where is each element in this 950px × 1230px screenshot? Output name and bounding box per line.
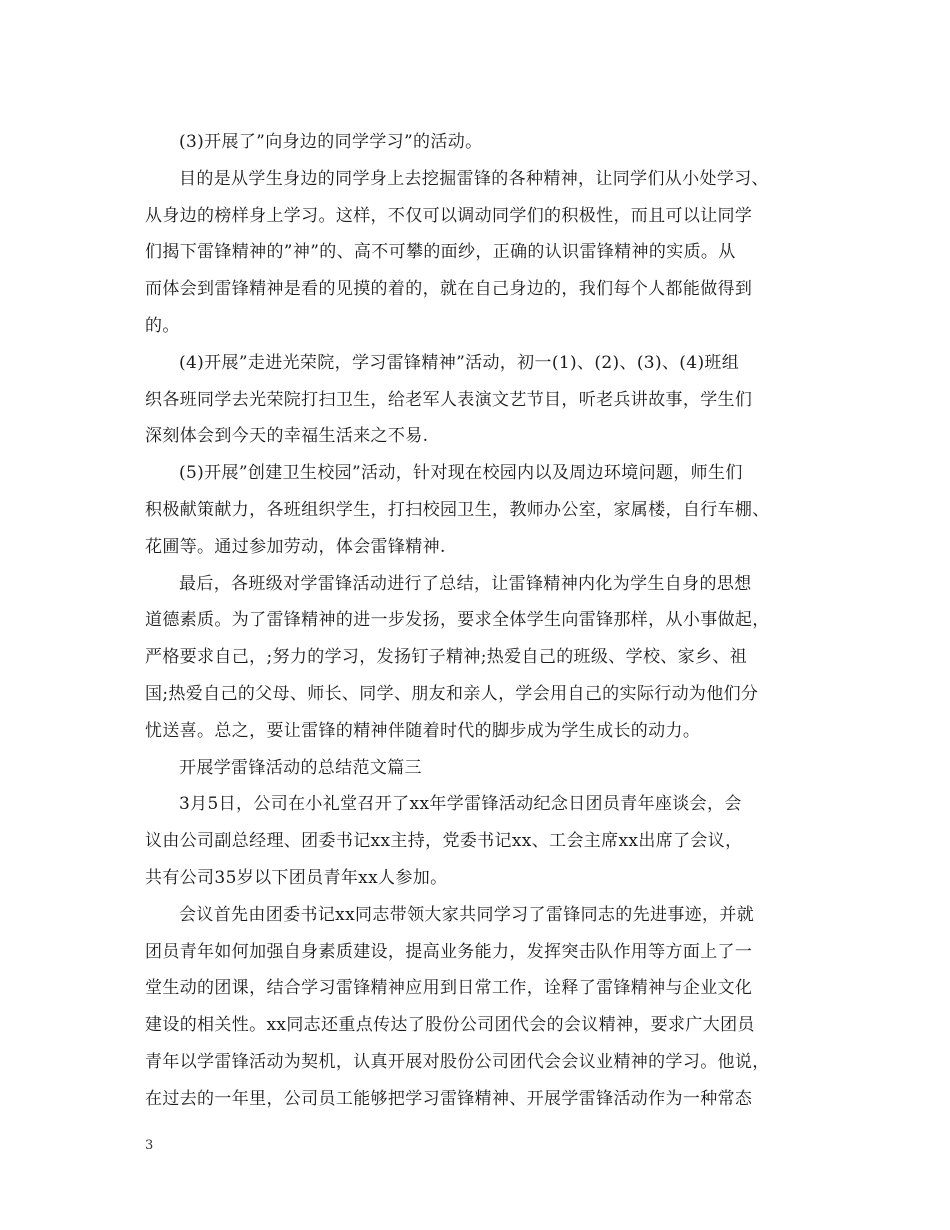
paragraph-activity-3: (3)开展了”向身边的同学学习”的活动。 xyxy=(179,132,483,152)
page-number: 3 xyxy=(145,1138,154,1153)
paragraph-meeting: 3月5日，公司在小礼堂召开了xx年学雷锋活动纪念日团员青年座谈会，会 议由公司副总经理、团委书记xx主持，党委书记xx、工会主席xx出席了会议， 共有公司35岁以下团员青年xx人参加。 xyxy=(145,794,743,888)
paragraph-conclusion: 最后，各班级对学雷锋活动进行了总结，让雷锋精神内化为学生自身的思想 道德素质。为了雷锋精神的进一步发扬，要求全体学生向雷锋那样，从小事做起， 严格要求自己，;努力的学习，发扬钉子精神;热爱自己的班级、学校、家乡、祖 国;热爱自己的父母、师长、同学、朋友和亲人，学会用自己的实际行动为他们分 忧送喜。总之，要让雷锋的精神伴随着时代的脚步成为学生成长的动力。 xyxy=(145,573,770,741)
section-heading: 开展学雷锋活动的总结范文篇三 xyxy=(179,757,422,778)
paragraph-purpose: 目的是从学生身边的同学身上去挖掘雷锋的各种精神，让同学们从小处学习、 从身边的榜样身上学习。这样，不仅可以调动同学们的积极性，而且可以让同学 们揭下雷锋精神的”神”的、高不可攀的面纱，正确的认识雷锋精神的实质。从 而体会到雷锋精神是看的见摸的着的，就在自己身边的，我们每个人都能做得到 的。 xyxy=(145,168,769,336)
paragraph-activity-5: (5)开展”创建卫生校园”活动，针对现在校园内以及周边环境问题，师生们 积极献策献力，各班组织学生，打扫校园卫生，教师办公室，家属楼，自行车棚、 花圃等。通过参加劳动，体会雷锋精神. xyxy=(145,463,770,557)
paragraph-meeting-details: 会议首先由团委书记xx同志带领大家共同学习了雷锋同志的先进事迹，并就 团员青年如何加强自身素质建设，提高业务能力，发挥突击队作用等方面上了一 堂生动的团课，结合学习雷锋精神应用到日常工作，诠释了雷锋精神与企业文化 建设的相关性。xx同志还重点传达了股份公司团代会的会议精神，要求广大团员 青年以学雷锋活动为契机，认真开展对股份公司团代会会议业精神的学习。他说， 在过去的一年里，公司员工能够把学习雷锋精神、开展学雷锋活动作为一种常态 xyxy=(145,904,770,1109)
body-text xyxy=(145,124,805,1118)
paragraph-activity-4: (4)开展”走进光荣院，学习雷锋精神”活动，初一(1)、(2)、(3)、(4)班组 织各班同学去光荣院打扫卫生，给老军人表演文艺节目，听老兵讲故事，学生们 深刻体会到今天的幸福生活来之不易. xyxy=(145,352,753,447)
